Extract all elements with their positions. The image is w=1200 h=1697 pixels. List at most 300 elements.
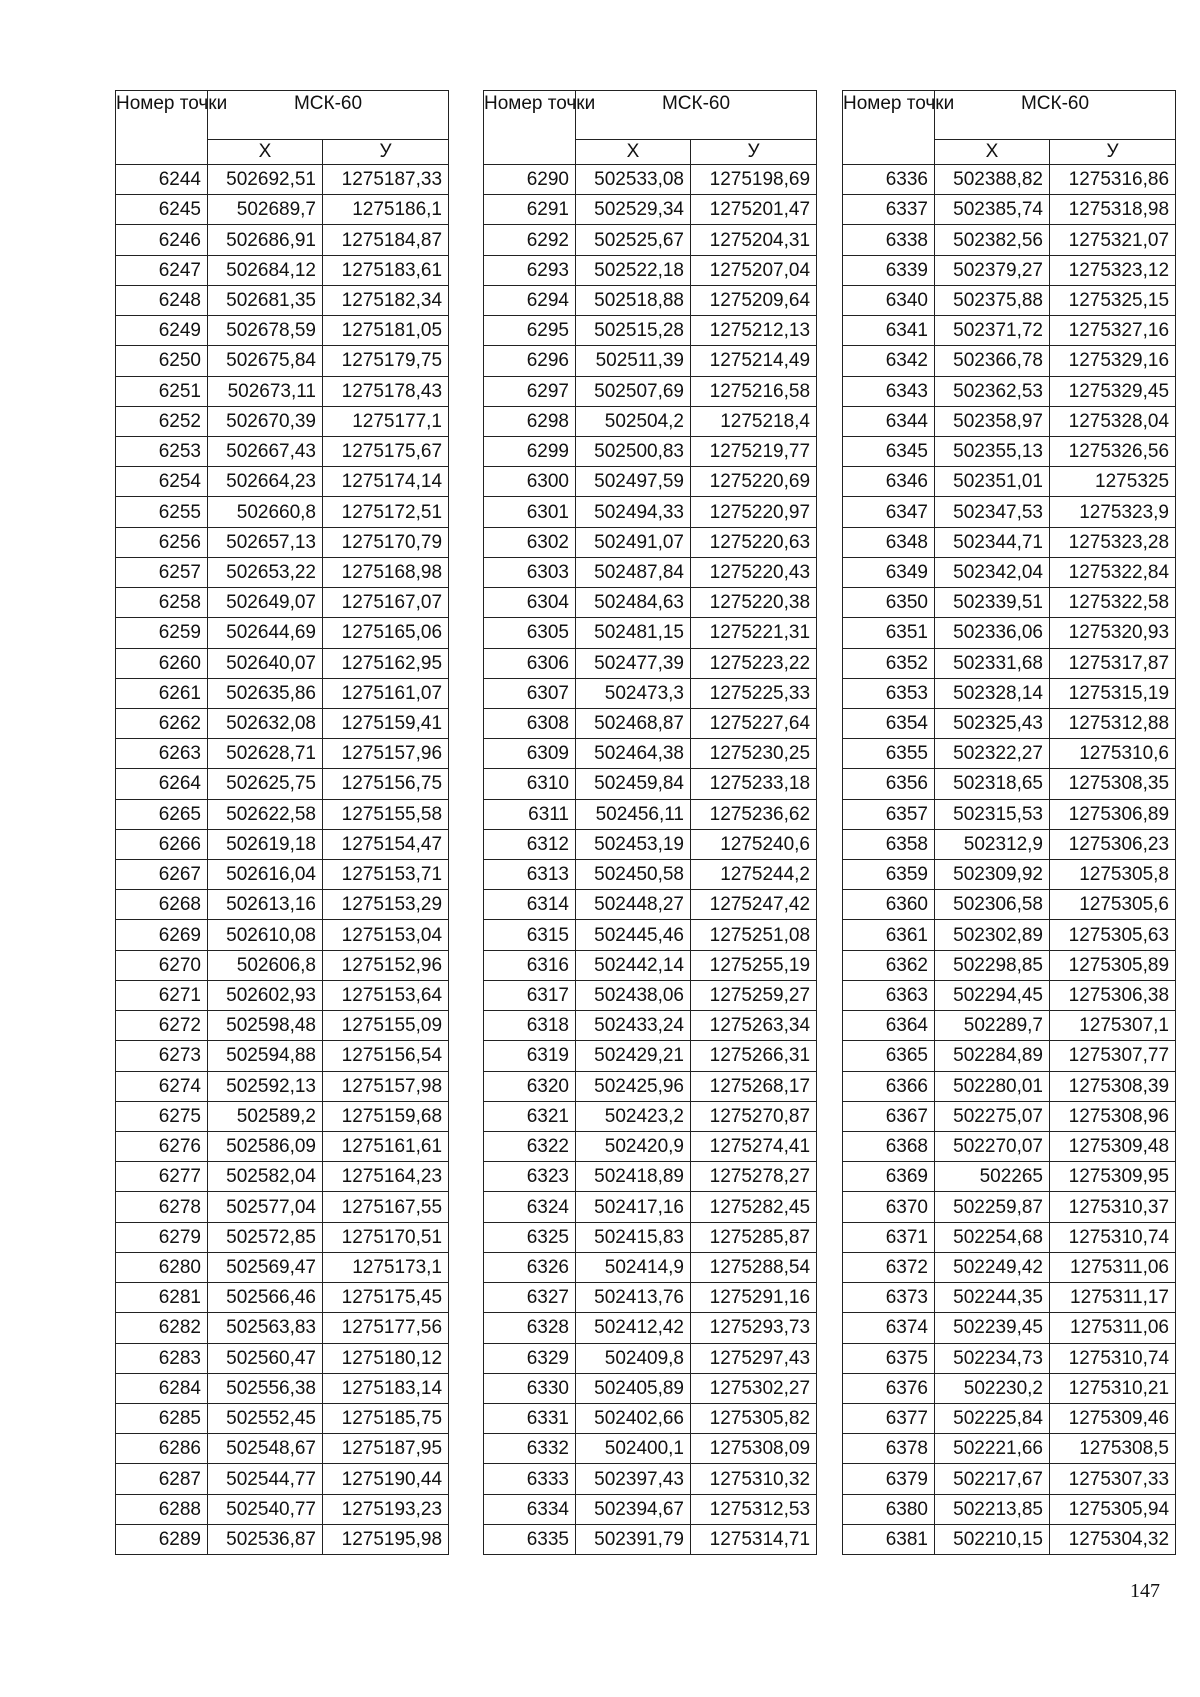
x-coordinate-cell: 502371,72 <box>935 316 1050 346</box>
coordinates-table-1 <box>115 90 449 1555</box>
y-coordinate-cell: 1275152,96 <box>323 950 449 980</box>
y-coordinate-cell: 1275278,27 <box>691 1162 817 1192</box>
y-coordinate-cell: 1275291,16 <box>691 1283 817 1313</box>
table-row <box>116 708 449 738</box>
point-number-cell: 6294 <box>484 285 576 315</box>
y-coordinate-cell: 1275305,82 <box>691 1403 817 1433</box>
table-row <box>484 860 817 890</box>
table-row <box>116 436 449 466</box>
y-coordinate-cell: 1275159,68 <box>323 1101 449 1131</box>
y-coordinate-cell: 1275311,06 <box>1050 1313 1176 1343</box>
table-row <box>843 829 1176 859</box>
x-coordinate-cell: 502402,66 <box>576 1403 691 1433</box>
point-number-cell: 6285 <box>116 1403 208 1433</box>
x-coordinate-cell: 502280,01 <box>935 1071 1050 1101</box>
x-coordinate-cell: 502692,51 <box>208 165 323 195</box>
x-coordinate-cell: 502592,13 <box>208 1071 323 1101</box>
x-coordinate-cell: 502450,58 <box>576 860 691 890</box>
x-coordinate-cell: 502481,15 <box>576 618 691 648</box>
point-number-cell: 6264 <box>116 769 208 799</box>
x-coordinate-cell: 502497,59 <box>576 467 691 497</box>
y-coordinate-cell: 1275329,16 <box>1050 346 1176 376</box>
y-coordinate-cell: 1275220,38 <box>691 588 817 618</box>
header-row <box>484 91 817 140</box>
y-coordinate-cell: 1275329,45 <box>1050 376 1176 406</box>
point-number-cell: 6261 <box>116 678 208 708</box>
x-coordinate-cell: 502331,68 <box>935 648 1050 678</box>
y-coordinate-cell: 1275293,73 <box>691 1313 817 1343</box>
x-coordinate-cell: 502456,11 <box>576 799 691 829</box>
x-coordinate-cell: 502606,8 <box>208 950 323 980</box>
x-coordinate-cell: 502234,73 <box>935 1343 1050 1373</box>
point-number-cell: 6293 <box>484 255 576 285</box>
point-number-cell: 6260 <box>116 648 208 678</box>
header-row <box>116 91 449 140</box>
y-coordinate-cell: 1275170,51 <box>323 1222 449 1252</box>
y-coordinate-cell: 1275161,07 <box>323 678 449 708</box>
y-coordinate-cell: 1275306,23 <box>1050 829 1176 859</box>
x-coordinate-cell: 502438,06 <box>576 980 691 1010</box>
table-row <box>116 406 449 436</box>
x-coordinate-cell: 502270,07 <box>935 1132 1050 1162</box>
table-row <box>484 1343 817 1373</box>
y-coordinate-cell: 1275155,09 <box>323 1011 449 1041</box>
x-coordinate-cell: 502328,14 <box>935 678 1050 708</box>
table-row <box>484 1011 817 1041</box>
x-coordinate-cell: 502544,77 <box>208 1464 323 1494</box>
table-row <box>843 1313 1176 1343</box>
y-coordinate-cell: 1275187,95 <box>323 1434 449 1464</box>
point-number-cell: 6286 <box>116 1434 208 1464</box>
table-row <box>843 376 1176 406</box>
y-coordinate-cell: 1275310,37 <box>1050 1192 1176 1222</box>
y-coordinate-cell: 1275193,23 <box>323 1494 449 1524</box>
x-coordinate-cell: 502385,74 <box>935 195 1050 225</box>
y-coordinate-cell: 1275153,64 <box>323 980 449 1010</box>
point-number-cell: 6333 <box>484 1464 576 1494</box>
x-coordinate-cell: 502336,06 <box>935 618 1050 648</box>
point-number-cell: 6282 <box>116 1313 208 1343</box>
coordinates-table-3 <box>842 90 1176 1555</box>
x-coordinate-cell: 502491,07 <box>576 527 691 557</box>
y-coordinate-cell: 1275153,04 <box>323 920 449 950</box>
y-coordinate-cell: 1275322,58 <box>1050 588 1176 618</box>
x-coordinate-cell: 502429,21 <box>576 1041 691 1071</box>
y-coordinate-cell: 1275173,1 <box>323 1252 449 1282</box>
point-number-cell: 6270 <box>116 950 208 980</box>
table-row <box>484 799 817 829</box>
table-row <box>484 165 817 195</box>
point-number-cell: 6334 <box>484 1494 576 1524</box>
x-coordinate-cell: 502400,1 <box>576 1434 691 1464</box>
y-coordinate-cell: 1275220,69 <box>691 467 817 497</box>
point-number-cell: 6258 <box>116 588 208 618</box>
table-row <box>484 285 817 315</box>
y-coordinate-cell: 1275285,87 <box>691 1222 817 1252</box>
table-row <box>843 285 1176 315</box>
y-coordinate-cell: 1275190,44 <box>323 1464 449 1494</box>
point-number-cell: 6344 <box>843 406 935 436</box>
x-coordinate-cell: 502413,76 <box>576 1283 691 1313</box>
table-row <box>843 1222 1176 1252</box>
y-coordinate-cell: 1275179,75 <box>323 346 449 376</box>
table-row <box>843 1132 1176 1162</box>
page-number: 147 <box>1130 1580 1160 1602</box>
x-coordinate-cell: 502322,27 <box>935 739 1050 769</box>
point-number-header: Номер точки <box>484 91 576 165</box>
y-coordinate-cell: 1275220,43 <box>691 557 817 587</box>
point-number-cell: 6284 <box>116 1373 208 1403</box>
table-row <box>843 1524 1176 1554</box>
y-coordinate-cell: 1275170,79 <box>323 527 449 557</box>
table-row <box>484 255 817 285</box>
table-row <box>843 950 1176 980</box>
point-number-cell: 6303 <box>484 557 576 587</box>
x-coordinate-cell: 502355,13 <box>935 436 1050 466</box>
table-row <box>843 406 1176 436</box>
x-coordinate-cell: 502536,87 <box>208 1524 323 1554</box>
x-coordinate-cell: 502619,18 <box>208 829 323 859</box>
point-number-cell: 6316 <box>484 950 576 980</box>
point-number-cell: 6375 <box>843 1343 935 1373</box>
point-number-header: Номер точки <box>116 91 208 165</box>
point-number-cell: 6351 <box>843 618 935 648</box>
x-coordinate-cell: 502569,47 <box>208 1252 323 1282</box>
x-coordinate-cell: 502504,2 <box>576 406 691 436</box>
y-coordinate-cell: 1275209,64 <box>691 285 817 315</box>
table-row <box>843 165 1176 195</box>
x-column-header: X <box>935 140 1050 165</box>
point-number-cell: 6366 <box>843 1071 935 1101</box>
table-row <box>116 1403 449 1433</box>
table-row <box>484 1434 817 1464</box>
y-coordinate-cell: 1275317,87 <box>1050 648 1176 678</box>
table-row <box>116 739 449 769</box>
table-row <box>843 1343 1176 1373</box>
table-row <box>843 467 1176 497</box>
y-coordinate-cell: 1275157,98 <box>323 1071 449 1101</box>
table-row <box>484 1524 817 1554</box>
x-coordinate-cell: 502210,15 <box>935 1524 1050 1554</box>
y-coordinate-cell: 1275282,45 <box>691 1192 817 1222</box>
point-number-cell: 6311 <box>484 799 576 829</box>
x-coordinate-cell: 502657,13 <box>208 527 323 557</box>
table-row <box>484 739 817 769</box>
point-number-cell: 6328 <box>484 1313 576 1343</box>
x-coordinate-cell: 502622,58 <box>208 799 323 829</box>
table-row <box>484 708 817 738</box>
point-number-cell: 6355 <box>843 739 935 769</box>
point-number-cell: 6255 <box>116 497 208 527</box>
table-row <box>843 769 1176 799</box>
table-row <box>484 890 817 920</box>
table-row <box>484 950 817 980</box>
table-row <box>484 1283 817 1313</box>
y-column-header: У <box>691 140 817 165</box>
table-row <box>116 1313 449 1343</box>
point-number-cell: 6361 <box>843 920 935 950</box>
x-coordinate-cell: 502318,65 <box>935 769 1050 799</box>
table-row <box>484 225 817 255</box>
y-coordinate-cell: 1275322,84 <box>1050 557 1176 587</box>
point-number-cell: 6276 <box>116 1132 208 1162</box>
y-column-header: У <box>323 140 449 165</box>
table-row <box>484 1222 817 1252</box>
x-coordinate-cell: 502394,67 <box>576 1494 691 1524</box>
x-coordinate-cell: 502309,92 <box>935 860 1050 890</box>
x-column-header: X <box>208 140 323 165</box>
x-coordinate-cell: 502412,42 <box>576 1313 691 1343</box>
table-row <box>116 376 449 406</box>
x-coordinate-cell: 502459,84 <box>576 769 691 799</box>
table-row <box>484 1464 817 1494</box>
x-coordinate-cell: 502375,88 <box>935 285 1050 315</box>
y-coordinate-cell: 1275304,32 <box>1050 1524 1176 1554</box>
x-coordinate-cell: 502225,84 <box>935 1403 1050 1433</box>
point-number-cell: 6278 <box>116 1192 208 1222</box>
y-coordinate-cell: 1275327,16 <box>1050 316 1176 346</box>
x-coordinate-cell: 502670,39 <box>208 406 323 436</box>
x-coordinate-cell: 502464,38 <box>576 739 691 769</box>
table-row <box>843 708 1176 738</box>
table-row <box>116 1283 449 1313</box>
point-number-cell: 6256 <box>116 527 208 557</box>
x-coordinate-cell: 502635,86 <box>208 678 323 708</box>
point-number-cell: 6262 <box>116 708 208 738</box>
y-coordinate-cell: 1275167,07 <box>323 588 449 618</box>
table-row <box>484 588 817 618</box>
y-coordinate-cell: 1275162,95 <box>323 648 449 678</box>
y-coordinate-cell: 1275323,28 <box>1050 527 1176 557</box>
x-coordinate-cell: 502494,33 <box>576 497 691 527</box>
point-number-cell: 6296 <box>484 346 576 376</box>
y-coordinate-cell: 1275153,29 <box>323 890 449 920</box>
y-coordinate-cell: 1275181,05 <box>323 316 449 346</box>
table-row <box>843 1464 1176 1494</box>
point-number-cell: 6308 <box>484 708 576 738</box>
y-coordinate-cell: 1275326,56 <box>1050 436 1176 466</box>
point-number-cell: 6313 <box>484 860 576 890</box>
x-coordinate-cell: 502442,14 <box>576 950 691 980</box>
point-number-cell: 6377 <box>843 1403 935 1433</box>
y-coordinate-cell: 1275201,47 <box>691 195 817 225</box>
y-coordinate-cell: 1275216,58 <box>691 376 817 406</box>
x-column-header: X <box>576 140 691 165</box>
y-coordinate-cell: 1275161,61 <box>323 1132 449 1162</box>
table-row <box>116 678 449 708</box>
point-number-cell: 6306 <box>484 648 576 678</box>
point-number-cell: 6289 <box>116 1524 208 1554</box>
x-coordinate-cell: 502511,39 <box>576 346 691 376</box>
point-number-cell: 6349 <box>843 557 935 587</box>
x-coordinate-cell: 502284,89 <box>935 1041 1050 1071</box>
y-coordinate-cell: 1275156,75 <box>323 769 449 799</box>
x-coordinate-cell: 502417,16 <box>576 1192 691 1222</box>
x-coordinate-cell: 502598,48 <box>208 1011 323 1041</box>
x-coordinate-cell: 502640,07 <box>208 648 323 678</box>
table-row <box>484 1494 817 1524</box>
y-coordinate-cell: 1275187,33 <box>323 165 449 195</box>
y-coordinate-cell: 1275244,2 <box>691 860 817 890</box>
x-coordinate-cell: 502275,07 <box>935 1101 1050 1131</box>
table-row <box>484 1132 817 1162</box>
x-coordinate-cell: 502453,19 <box>576 829 691 859</box>
table-row <box>843 195 1176 225</box>
point-number-cell: 6304 <box>484 588 576 618</box>
point-number-cell: 6345 <box>843 436 935 466</box>
x-coordinate-cell: 502507,69 <box>576 376 691 406</box>
y-coordinate-cell: 1275221,31 <box>691 618 817 648</box>
x-coordinate-cell: 502610,08 <box>208 920 323 950</box>
point-number-cell: 6371 <box>843 1222 935 1252</box>
point-number-cell: 6326 <box>484 1252 576 1282</box>
x-coordinate-cell: 502602,93 <box>208 980 323 1010</box>
x-coordinate-cell: 502448,27 <box>576 890 691 920</box>
table-row <box>116 557 449 587</box>
point-number-cell: 6295 <box>484 316 576 346</box>
header-row <box>843 91 1176 140</box>
x-coordinate-cell: 502477,39 <box>576 648 691 678</box>
x-coordinate-cell: 502347,53 <box>935 497 1050 527</box>
table-row <box>116 1252 449 1282</box>
y-coordinate-cell: 1275314,71 <box>691 1524 817 1554</box>
point-number-cell: 6350 <box>843 588 935 618</box>
point-number-cell: 6324 <box>484 1192 576 1222</box>
point-number-cell: 6283 <box>116 1343 208 1373</box>
x-coordinate-cell: 502664,23 <box>208 467 323 497</box>
table-row <box>116 195 449 225</box>
table-row <box>843 1373 1176 1403</box>
table-row <box>843 436 1176 466</box>
point-number-cell: 6341 <box>843 316 935 346</box>
table-row <box>843 1101 1176 1131</box>
y-coordinate-cell: 1275182,34 <box>323 285 449 315</box>
y-coordinate-cell: 1275185,75 <box>323 1403 449 1433</box>
x-coordinate-cell: 502254,68 <box>935 1222 1050 1252</box>
y-coordinate-cell: 1275212,13 <box>691 316 817 346</box>
point-number-cell: 6309 <box>484 739 576 769</box>
y-coordinate-cell: 1275307,1 <box>1050 1011 1176 1041</box>
y-coordinate-cell: 1275172,51 <box>323 497 449 527</box>
table-row <box>116 890 449 920</box>
x-coordinate-cell: 502315,53 <box>935 799 1050 829</box>
y-coordinate-cell: 1275214,49 <box>691 346 817 376</box>
point-number-cell: 6277 <box>116 1162 208 1192</box>
point-number-cell: 6290 <box>484 165 576 195</box>
x-coordinate-cell: 502420,9 <box>576 1132 691 1162</box>
table-row <box>116 1041 449 1071</box>
x-coordinate-cell: 502221,66 <box>935 1434 1050 1464</box>
point-number-cell: 6259 <box>116 618 208 648</box>
point-number-cell: 6249 <box>116 316 208 346</box>
point-number-cell: 6298 <box>484 406 576 436</box>
point-number-cell: 6332 <box>484 1434 576 1464</box>
x-coordinate-cell: 502560,47 <box>208 1343 323 1373</box>
y-coordinate-cell: 1275305,89 <box>1050 950 1176 980</box>
x-coordinate-cell: 502230,2 <box>935 1373 1050 1403</box>
y-coordinate-cell: 1275240,6 <box>691 829 817 859</box>
table-row <box>116 527 449 557</box>
table-row <box>843 1494 1176 1524</box>
x-coordinate-cell: 502540,77 <box>208 1494 323 1524</box>
table-row <box>484 648 817 678</box>
table-row <box>843 799 1176 829</box>
coordinate-system-header: МСК-60 <box>935 91 1176 140</box>
table-row <box>116 316 449 346</box>
y-coordinate-cell: 1275274,41 <box>691 1132 817 1162</box>
y-coordinate-cell: 1275305,63 <box>1050 920 1176 950</box>
y-coordinate-cell: 1275310,74 <box>1050 1343 1176 1373</box>
point-number-cell: 6342 <box>843 346 935 376</box>
x-coordinate-cell: 502382,56 <box>935 225 1050 255</box>
y-coordinate-cell: 1275225,33 <box>691 678 817 708</box>
table-row <box>116 285 449 315</box>
x-coordinate-cell: 502294,45 <box>935 980 1050 1010</box>
table-row <box>484 1252 817 1282</box>
x-coordinate-cell: 502566,46 <box>208 1283 323 1313</box>
point-number-cell: 6288 <box>116 1494 208 1524</box>
y-coordinate-cell: 1275233,18 <box>691 769 817 799</box>
point-number-cell: 6379 <box>843 1464 935 1494</box>
y-coordinate-cell: 1275302,27 <box>691 1373 817 1403</box>
point-number-cell: 6343 <box>843 376 935 406</box>
point-number-cell: 6317 <box>484 980 576 1010</box>
y-coordinate-cell: 1275306,38 <box>1050 980 1176 1010</box>
table-row <box>116 346 449 376</box>
y-coordinate-cell: 1275175,67 <box>323 436 449 466</box>
y-coordinate-cell: 1275178,43 <box>323 376 449 406</box>
table-row <box>484 406 817 436</box>
table-row <box>843 1162 1176 1192</box>
point-number-cell: 6369 <box>843 1162 935 1192</box>
y-coordinate-cell: 1275307,77 <box>1050 1041 1176 1071</box>
y-coordinate-cell: 1275325 <box>1050 467 1176 497</box>
y-coordinate-cell: 1275288,54 <box>691 1252 817 1282</box>
table-row <box>843 497 1176 527</box>
x-coordinate-cell: 502433,24 <box>576 1011 691 1041</box>
point-number-cell: 6305 <box>484 618 576 648</box>
x-coordinate-cell: 502445,46 <box>576 920 691 950</box>
table-row <box>843 890 1176 920</box>
point-number-cell: 6335 <box>484 1524 576 1554</box>
table-row <box>843 618 1176 648</box>
point-number-cell: 6372 <box>843 1252 935 1282</box>
point-number-cell: 6250 <box>116 346 208 376</box>
table-row <box>484 769 817 799</box>
table-row <box>116 497 449 527</box>
x-coordinate-cell: 502342,04 <box>935 557 1050 587</box>
y-coordinate-cell: 1275180,12 <box>323 1343 449 1373</box>
y-coordinate-cell: 1275325,15 <box>1050 285 1176 315</box>
y-coordinate-cell: 1275177,1 <box>323 406 449 436</box>
point-number-cell: 6330 <box>484 1373 576 1403</box>
table-row <box>116 165 449 195</box>
y-coordinate-cell: 1275183,14 <box>323 1373 449 1403</box>
point-number-cell: 6331 <box>484 1403 576 1433</box>
y-coordinate-cell: 1275307,33 <box>1050 1464 1176 1494</box>
x-coordinate-cell: 502589,2 <box>208 1101 323 1131</box>
x-coordinate-cell: 502425,96 <box>576 1071 691 1101</box>
x-coordinate-cell: 502312,9 <box>935 829 1050 859</box>
table-row <box>484 1071 817 1101</box>
point-number-cell: 6254 <box>116 467 208 497</box>
y-coordinate-cell: 1275204,31 <box>691 225 817 255</box>
table-row <box>484 1403 817 1433</box>
table-row <box>116 648 449 678</box>
point-number-cell: 6322 <box>484 1132 576 1162</box>
x-coordinate-cell: 502487,84 <box>576 557 691 587</box>
point-number-cell: 6263 <box>116 739 208 769</box>
